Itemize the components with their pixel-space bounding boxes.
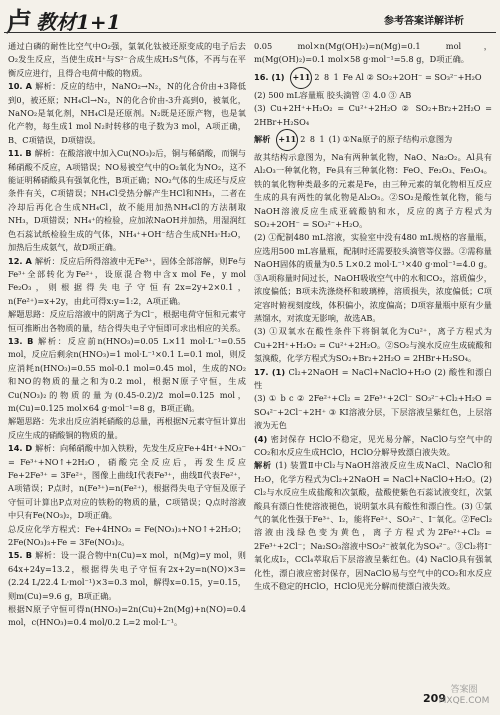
page-number: 209 (423, 692, 446, 705)
answer-text: 故其结构示意图为，Na有两种氧化物，NaO、Na₂O₂。Al具有Al₂O₃一种氧化物，Fe具有三种氧化物：FeO、Fe₂O₃、Fe₃O₄。铁的氧化物种类最多的元素是Fe，由三种元素的氧化物相互反应生成的具有两性的氧化物是Al₂O₃。②SO₂是酸性氧化物，能与NaOH溶液反应生成亚硫酸钠和水，反应的离子方程式为SO₂+2OH⁻ = SO₃²⁻+H₂O。 (254, 152, 492, 230)
page-header (0, 0, 500, 38)
answer-paragraph (254, 102, 492, 129)
answer-text: 解析：设一混合物中n(Cu)=x mol，n(Mg)=y mol，则64x+24y=13.2，根据得失电子守恒有2x+2y=n(NO)×3=(2.24 L/22.4 L·mol⁻¹)×3=0.3 mol，解得x=0.15，y=0.15，则m(Cu)=9.6 g，B项正确。 (8, 550, 246, 601)
answer-text: Fe Al ② SO₂+2OH⁻ = SO₃²⁻+H₂O (342, 71, 482, 82)
answer-text: 解析：反应后所得溶液中无Fe³⁺，固体全部溶解，则Fe与Fe³⁺全部转化为Fe²⁺，设原混合物中含x mol Fe，y mol Fe₂O₃，则根据得失电子守恒有2x=2y+2×0.1，n(Fe²⁺)=x+2y，由此可得x:y=1:2，A项正确。 (8, 255, 246, 306)
atom-structure-diagram (276, 129, 325, 151)
logo-text: 教材1+1 (36, 10, 121, 34)
question-number: 12. A (8, 255, 35, 266)
logo-mark: 卢 (6, 8, 33, 38)
answer-paragraph (254, 67, 492, 89)
answer-text: (3) ① b c ② 2Fe²⁺+Cl₂ = 2Fe³⁺+2Cl⁻ SO₃²⁻+Cl₂+H₂O = SO₄²⁻+2Cl⁻+2H⁺ ③ KI溶液分层，下层溶液呈紫红色，上层溶液为无色 (254, 393, 492, 431)
answer-paragraph (254, 151, 492, 231)
left-column (8, 40, 246, 700)
answer-paragraph (254, 392, 492, 432)
watermark-line1: 答案圈 (450, 685, 478, 695)
answer-paragraph (8, 603, 246, 630)
answer-paragraph (8, 80, 246, 147)
answer-text: 解析：向稀硝酸中加入铁粉，先发生反应Fe+4H⁺+NO₃⁻ = Fe³⁺+NO↑+2H₂O，硝酸完全反应后，再发生反应Fe+2Fe³⁺ = 3Fe²⁺，图像上曲线Ⅰ代表Fe³⁺，曲线Ⅱ代表Fe²⁺，A项错误；P点时，n(Fe³⁺)=n(Fe²⁺)，根据得失电子守恒及原子守恒可计算出P点对应的铁粉的物质的量，C项错误；Q点时溶液中只有Fe(NO₃)₂，D项正确。 (8, 443, 246, 521)
answer-text: 解析：反应的结中，NaNO₂→N₂，N的化合价由+3降低到0，被还原；NH₄Cl→N₂，N的化合价由-3升高到0，被氧化，NaNO₂是氧化剂，NH₄Cl是还原剂。N₂既是还原产物，也是氧化产物，每生成1 mol N₂时转移的电子数为3 mol，A项正确，B、C项错误，D项错误。 (8, 81, 246, 145)
answer-text: 解题思路：先求出反应消耗硝酸的总量，再根据N元素守恒计算出反应生成的硝酸铜的物质的量。 (8, 416, 246, 440)
answer-paragraph (8, 442, 246, 522)
question-number: 解析 (254, 460, 276, 471)
answer-paragraph (8, 255, 246, 309)
watermark-logo (434, 685, 494, 711)
answer-text: (2) ①配制480 mL溶液，实验室中没有480 mL规格的容量瓶，应选用500 mL容量瓶，配制时还需要胶头滴管等仪器。②需称量NaOH固体的质量为0.5 L×0.2 mol·L⁻¹×40 g·mol⁻¹=4.0 g。③A项称量时间过长，NaOH吸收空气中的水和CO₂，溶质偏少，浓度偏低；B项未洗涤烧杯和玻璃棒，溶质损失，浓度偏低；C项定容时俯视刻度线，体积偏小，浓度偏高；D项容量瓶中原有少量蒸馏水，对浓度无影响，故选AB。 (254, 232, 492, 323)
answer-paragraph (254, 40, 492, 67)
answer-text: Cl₂+2NaOH = NaCl+NaClO+H₂O (2) 酸性和漂白性 (254, 366, 492, 390)
answer-paragraph (254, 325, 492, 365)
question-number: 解析 (254, 134, 274, 145)
answer-text: (1) ①Na原子的原子结构示意图为 (328, 134, 453, 145)
answer-paragraph (8, 40, 246, 80)
answer-paragraph (254, 459, 492, 593)
answer-paragraph (8, 523, 246, 550)
answer-text: (3) Cu+2H⁺+H₂O₂ = Cu²⁺+2H₂O ② SO₂+Br₂+2H₂O = 2HBr+H₂SO₄ (254, 103, 492, 127)
answer-paragraph (8, 549, 246, 603)
question-number: 14. D (8, 443, 36, 454)
answer-text: 密封保存 HClO不稳定，见光易分解，NaClO与空气中的CO₂和水反应生成HClO，HClO分解导致漂白液失效。 (254, 433, 492, 457)
atom-nucleus: +11 (290, 67, 312, 89)
answer-text: 通过白磷的耐性比空气中O₂强，氯氧化钛被还原变成的电子后去O₂发生反应，当使生成H⁺与S²⁻合成生成H₂S气体，不再与在平衡反应进行，且得合电荷中酸的物质。 (8, 41, 246, 78)
right-column (254, 40, 492, 700)
answer-text: 解析：在酸溶液中加入Cu(NO₃)₂后，铜与稀硝酸，而铜与稀硝酸不反应，A项错误；NO易被空气中的O₂氧化为NO₂，这不能证明稀硝酸具有强氧化性，B项正确；NO₂气体的生成还与反应条件有关，C项错误；NH₄Cl受热分解产生HCl和NH₃，二者在冷却后再化合生成NH₄Cl，故不能用加热NH₄Cl的方法制取NH₃，D项错误；NH₄⁺的检验，应加浓NaOH并加热，用湿润红色石蕊试纸检验生成的气体，NH₄⁺+OH⁻结合生成NH₃·H₂O，加热后生成氨气，故D项正确。 (8, 148, 246, 253)
answer-paragraph (254, 129, 492, 151)
question-number: 13. B (8, 335, 38, 346)
atom-nucleus: +11 (276, 129, 298, 151)
answer-text: 根据N原子守恒可得n(HNO₃)=2n(Cu)+2n(Mg)+n(NO)=0.4 mol，c(HNO₃)=0.4 mol/0.2 L=2 mol·L⁻¹。 (8, 604, 246, 628)
header-rule (4, 32, 496, 33)
book-logo (6, 2, 121, 39)
electron-shells: 2 8 1 (300, 135, 326, 145)
question-number: 10. A (8, 81, 36, 92)
question-number: (4) (254, 433, 271, 444)
answer-paragraph (254, 89, 492, 102)
answer-paragraph (8, 415, 246, 442)
answer-text: 解析：反应前n(HNO₃)=0.05 L×11 mol·L⁻¹=0.55 mol，反应后剩余n(HNO₃)=1 mol·L⁻¹×0.1 L=0.1 mol，则反应消耗n(HNO₃)=0.55 mol-0.1 mol=0.45 mol，生成的NO₂和NO的物质的量之和为0.2 mol，根据N原子守恒，生成Cu(NO₃)₂的物质的量为(0.45-0.2)/2 mol=0.125 mol，m(Cu)=0.125 mol×64 g·mol⁻¹=8 g，B项正确。 (8, 335, 246, 413)
answer-paragraph (8, 335, 246, 415)
answer-paragraph (254, 433, 492, 460)
answer-text: 解题思路：反应后溶液中的阴离子为Cl⁻，根据电荷守恒和元素守恒可推断出各物质的量，结合得失电子守恒即可求出相应的关系。 (8, 309, 246, 333)
question-number: 11. B (8, 148, 35, 159)
answer-text: (3) ①双氧水在酸性条件下将铜氧化为Cu²⁺，离子方程式为Cu+2H⁺+H₂O₂ = Cu²⁺+2H₂O。②SO₂与溴水反应生成硫酸和氢溴酸，化学方程式为SO₂+Br₂+2H₂O = 2HBr+H₂SO₄。 (254, 326, 492, 364)
answer-text: (2) 500 mL容量瓶 胶头滴管 ② 4.0 ③ AB (254, 89, 412, 100)
answer-text: (1) 装置Ⅱ中Cl₂与NaOH溶液反应生成NaCl、NaClO和H₂O，化学方程式为Cl₂+2NaOH = NaCl+NaClO+H₂O。(2) Cl₂与水反应生成盐酸和次氯酸，盐酸使紫色石蕊试液变红，次氯酸具有漂白性使溶液褪色，说明氯水具有酸性和漂白性。(3) ①氯气的氧化性强于Fe³⁺、I₂，能将Fe²⁺、SO₃²⁻、I⁻氧化。②FeCl₂溶液由浅绿色变为黄色，离子方程式为2Fe²⁺+Cl₂ = 2Fe³⁺+2Cl⁻；Na₂SO₃溶液中SO₃²⁻被氧化为SO₄²⁻。③Cl₂将I⁻氧化成I₂，CCl₄萃取后下层溶液呈紫红色。(4) NaClO具有强氧化性，漂白液应密封保存，因NaClO易与空气中的CO₂和水反应生成不稳定的HClO，HClO见光分解而使漂白液失效。 (254, 460, 492, 592)
question-number: 15. B (8, 550, 36, 561)
answer-paragraph (254, 231, 492, 325)
watermark-line2: MXQE.COM (438, 696, 490, 706)
answer-paragraph (254, 366, 492, 393)
answer-text: 0.05 mol×n(Mg(OH)₂)=n(Mg)=0.1 mol，m(Mg(OH)₂)=0.1 mol×58 g·mol⁻¹=5.8 g，D项正确。 (254, 41, 492, 65)
header-section-title: 参考答案详解详析 (384, 16, 464, 27)
question-number: 17. (1) (254, 366, 289, 377)
answer-paragraph (8, 308, 246, 335)
question-number: 16. (1) (254, 71, 288, 82)
atom-structure-diagram (290, 67, 339, 89)
electron-shells: 2 8 1 (314, 73, 340, 83)
answer-text: 总反应化学方程式：Fe+4HNO₃ = Fe(NO₃)₃+NO↑+2H₂O；2Fe(NO₃)₃+Fe = 3Fe(NO₃)₂。 (8, 523, 246, 548)
answer-paragraph (8, 147, 246, 254)
